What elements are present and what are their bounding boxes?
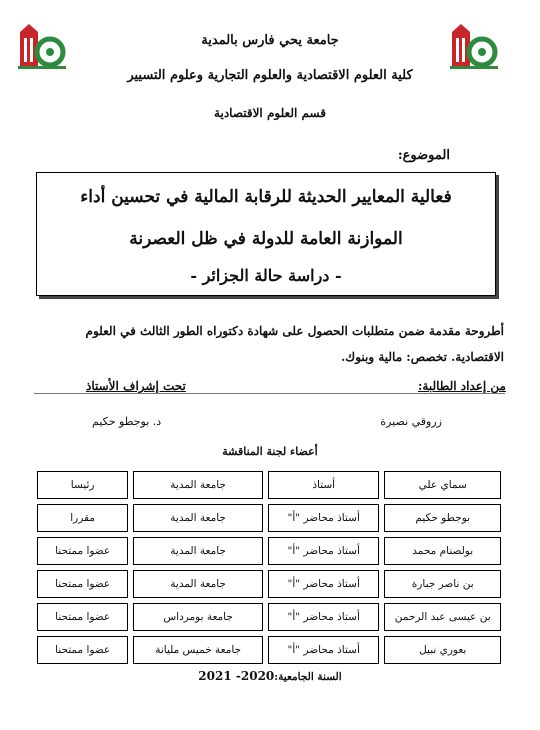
member-name: سماي علي — [384, 471, 501, 499]
department-name: قسم العلوم الاقتصادية — [214, 106, 326, 120]
member-role: رئيسا — [37, 471, 128, 499]
member-rank: أستاذ محاضر "أ" — [268, 504, 379, 532]
member-rank: أستاذ محاضر "أ" — [268, 537, 379, 565]
member-rank: أستاذ محاضر "أ" — [268, 570, 379, 598]
table-row — [37, 636, 501, 664]
member-rank: أستاذ محاضر "أ" — [268, 603, 379, 631]
member-name: بن عيسى عبد الرحمن — [384, 603, 501, 631]
faculty-name: كلية العلوم الاقتصادية والعلوم التجارية وعلوم التسيير — [127, 68, 413, 83]
member-university: جامعة بومرداس — [133, 603, 263, 631]
table-row — [37, 603, 501, 631]
member-role: عضوا ممتحنا — [37, 636, 128, 664]
student-name: زروقي نصيرة — [380, 415, 442, 428]
title-line-3: - دراسة حالة الجزائر - — [190, 266, 342, 285]
member-university: جامعة خميس مليانة — [133, 636, 263, 664]
thesis-description-line-2: الاقتصادية. تخصص: مالية وبنوك. — [341, 350, 504, 364]
committee-title: أعضاء لجنة المناقشة — [222, 445, 318, 458]
academic-year-value: 2020- 2021 — [198, 669, 275, 683]
member-university: جامعة المدية — [133, 504, 263, 532]
table-row — [37, 471, 501, 499]
supervisor-label: تحت إشراف الأستاذ — [86, 379, 186, 393]
member-role: عضوا ممتحنا — [37, 537, 128, 565]
table-row — [37, 570, 501, 598]
member-name: بن ناصر جبارة — [384, 570, 501, 598]
member-rank: أستاذ — [268, 471, 379, 499]
member-name: بوجطو حكيم — [384, 504, 501, 532]
divider — [34, 393, 505, 394]
member-university: جامعة المدية — [133, 537, 263, 565]
member-university: جامعة المدية — [133, 471, 263, 499]
member-role: مقررا — [37, 504, 128, 532]
subject-label: الموضوع: — [397, 148, 450, 163]
committee-table — [32, 466, 506, 669]
academic-year — [0, 669, 540, 683]
title-line-1: فعالية المعايير الحديثة للرقابة المالية في تحسين أداء — [80, 187, 452, 207]
member-university: جامعة المدية — [133, 570, 263, 598]
member-name: بولصنام محمد — [384, 537, 501, 565]
academic-year-label: السنة الجامعية: — [274, 671, 342, 683]
title-box — [36, 172, 496, 296]
title-line-2: الموازنة العامة للدولة في ظل العصرنة — [129, 229, 403, 249]
university-name: جامعة يحي فارس بالمدية — [201, 33, 339, 48]
thesis-description-line-1: أطروحة مقدمة ضمن متطلبات الحصول على شهادة دكتوراه الطور الثالث في العلوم — [85, 324, 504, 338]
member-rank: أستاذ محاضر "أ" — [268, 636, 379, 664]
member-name: بعوري نبيل — [384, 636, 501, 664]
prepared-by-label: من إعداد الطالبة: — [417, 379, 506, 393]
table-row — [37, 537, 501, 565]
supervisor-name: د. بوجطو حكيم — [92, 415, 162, 428]
member-role: عضوا ممتحنا — [37, 603, 128, 631]
member-role: عضوا ممتحنا — [37, 570, 128, 598]
table-row — [37, 504, 501, 532]
